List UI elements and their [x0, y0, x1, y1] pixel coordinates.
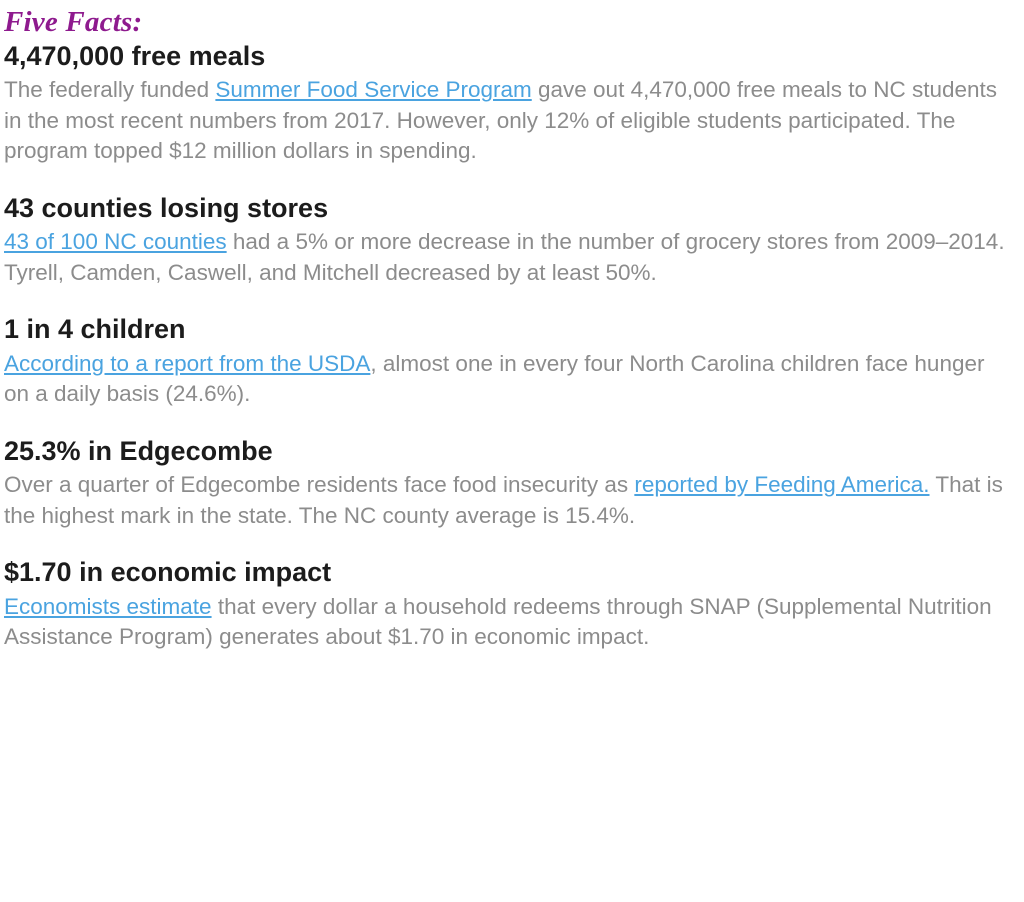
fact-body: [4, 75, 1006, 167]
fact-heading: 43 counties losing stores: [4, 193, 329, 224]
fact-body: [4, 592, 1006, 653]
facts-list: [4, 41, 1006, 653]
fact-body-text: gave out 4,470,000 free meals to NC students in the most recent numbers from 2017. However, only 12% of eligible students participated. The program topped $12 million dollars in spending.: [4, 77, 998, 164]
fact-body: [4, 470, 1006, 531]
fact-heading: 4,470,000 free meals: [4, 41, 266, 71]
fact-heading: $1.70 in economic impact: [4, 557, 332, 588]
fact-body-text: had a 5% or more decrease in the number of grocery stores from 2009–2014. Tyrell, Camden, Caswell, and Mitchell decreased by at least 50%.: [4, 229, 1005, 285]
fact-item: [4, 41, 1006, 167]
fact-body-text: that every dollar a household redeems through SNAP (Supplemental Nutrition Assistance Program) generates about $1.70 in economic impact.: [4, 593, 992, 650]
fact-item: [4, 436, 1006, 531]
section-title: Five Facts:: [4, 6, 143, 38]
fact-body-link[interactable]: According to a report from the USDA: [4, 350, 371, 376]
fact-heading: 25.3% in Edgecombe: [4, 435, 273, 466]
fact-body-text: Over a quarter of Edgecombe residents face food insecurity as: [4, 472, 635, 498]
fact-body: [4, 349, 1006, 410]
fact-item: [4, 557, 1006, 652]
fact-body-text: That is the highest mark in the state. The NC county average is 15.4%.: [4, 472, 1003, 528]
fact-body-text: The federally funded: [4, 77, 216, 103]
fact-body-text: , almost one in every four North Carolina children face hunger on a daily basis (24.6%).: [4, 350, 985, 407]
fact-heading: 1 in 4 children: [4, 314, 186, 345]
fact-item: [4, 314, 1006, 409]
fact-item: [4, 193, 1006, 288]
fact-body: [4, 227, 1006, 288]
fact-body-link[interactable]: Economists estimate: [4, 593, 212, 619]
fact-body-link[interactable]: reported by Feeding America.: [634, 472, 930, 498]
fact-body-link[interactable]: Summer Food Service Program: [215, 77, 532, 103]
fact-body-link[interactable]: 43 of 100 NC counties: [4, 229, 227, 255]
